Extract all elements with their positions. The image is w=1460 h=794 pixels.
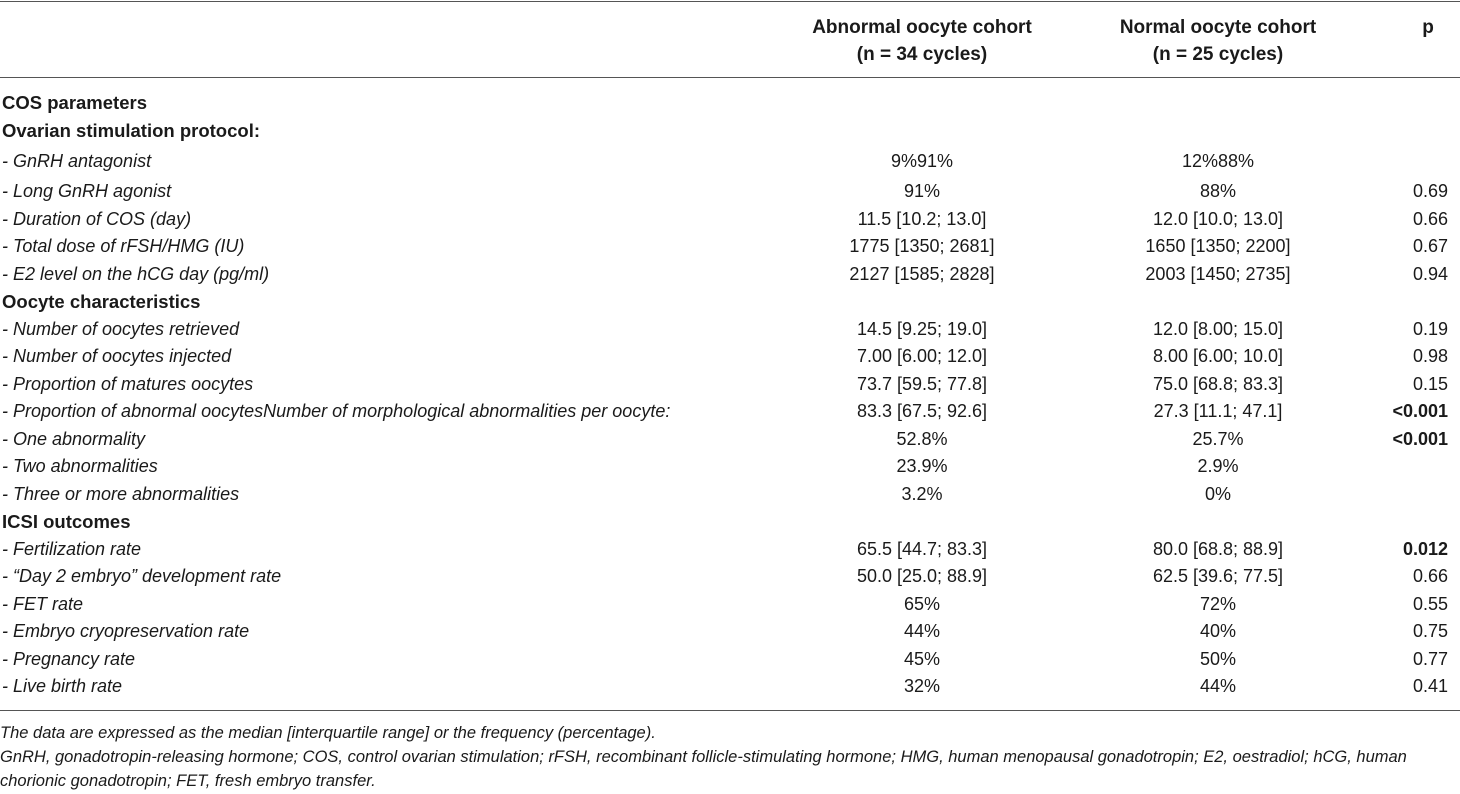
table-row — [0, 398, 1460, 426]
normal-cohort-value: 88% — [1199, 181, 1237, 201]
row-label: - Number of oocytes retrieved — [2, 318, 240, 339]
abnormal-cohort-value: 65% — [903, 593, 941, 614]
table-row — [0, 563, 1460, 591]
table-row — [0, 673, 1460, 701]
p-value: 0.41 — [1412, 676, 1448, 696]
header-p-value: p — [1422, 17, 1434, 38]
p-value: 0.19 — [1412, 318, 1448, 339]
table-row — [0, 144, 1460, 178]
row-label: - Proportion of abnormal oocytesNumber of morphological abnormalities per oocyte: — [2, 401, 671, 421]
section-title: Ovarian stimulation protocol: — [2, 119, 260, 141]
abnormal-cohort-value: 32% — [903, 676, 941, 696]
p-value: 0.77 — [1412, 648, 1448, 669]
normal-cohort-value: 72% — [1199, 593, 1237, 614]
header-normal-title: Normal oocyte cohort — [1119, 17, 1317, 38]
normal-cohort-value: 62.5 [39.6; 77.5] — [1152, 566, 1284, 586]
row-label: - Number of oocytes injected — [2, 346, 232, 366]
row-label: - One abnormality — [2, 428, 146, 449]
section-title: Oocyte characteristics — [2, 291, 201, 312]
abnormal-cohort-value: 1775 [1350; 2681] — [849, 236, 995, 256]
table-row — [0, 371, 1460, 399]
table-row — [0, 316, 1460, 344]
row-label: - Pregnancy rate — [2, 648, 136, 669]
table-body — [0, 89, 1460, 701]
abnormal-cohort-value: 23.9% — [896, 456, 948, 476]
abnormal-cohort-value: 2127 [1585; 2828] — [849, 263, 995, 284]
row-label: - E2 level on the hCG day (pg/ml) — [2, 263, 270, 284]
abnormal-cohort-value: 44% — [903, 621, 941, 641]
row-label: - Three or more abnormalities — [2, 483, 240, 504]
row-label: - Long GnRH agonist — [2, 181, 172, 201]
table-row — [0, 178, 1460, 206]
row-label: - Total dose of rFSH/HMG (IU) — [2, 236, 245, 256]
section-header-row — [0, 89, 1460, 117]
abnormal-cohort-value: 52.8% — [896, 428, 948, 449]
table-top-rule — [0, 1, 1460, 2]
abnormal-cohort-value: 11.5 [10.2; 13.0] — [857, 208, 987, 229]
normal-cohort-value: 12%88% — [1181, 151, 1255, 171]
footnote-expression: The data are expressed as the median [interquartile range] or the frequency (percentage). — [0, 724, 656, 742]
section-header-row — [0, 288, 1460, 316]
table-row — [0, 343, 1460, 371]
p-value: 0.55 — [1412, 593, 1448, 614]
abnormal-cohort-value: 14.5 [9.25; 19.0] — [856, 318, 988, 339]
normal-cohort-value: 25.7% — [1192, 428, 1244, 449]
table-row — [0, 261, 1460, 289]
row-label: - Embryo cryopreservation rate — [2, 621, 250, 641]
table-bottom-rule — [0, 710, 1460, 711]
row-label: - Proportion of matures oocytes — [2, 373, 254, 394]
header-abnormal-n: (n = 34 cycles) — [856, 44, 988, 65]
abnormal-cohort-value: 73.7 [59.5; 77.8] — [856, 373, 988, 394]
normal-cohort-value: 75.0 [68.8; 83.3] — [1152, 373, 1284, 394]
abnormal-cohort-value: 7.00 [6.00; 12.0] — [856, 346, 988, 366]
table-row — [0, 426, 1460, 454]
header-normal-n: (n = 25 cycles) — [1152, 44, 1284, 65]
section-header-row — [0, 508, 1460, 536]
normal-cohort-value: 8.00 [6.00; 10.0] — [1152, 346, 1284, 366]
abnormal-cohort-value: 91% — [903, 181, 941, 201]
abnormal-cohort-value: 45% — [903, 648, 941, 669]
abnormal-cohort-value: 65.5 [44.7; 83.3] — [856, 538, 988, 559]
section-title: ICSI outcomes — [2, 511, 131, 532]
row-label: - Two abnormalities — [2, 456, 158, 476]
table-row — [0, 233, 1460, 261]
normal-cohort-value: 80.0 [68.8; 88.9] — [1152, 538, 1284, 559]
normal-cohort-value: 0% — [1204, 483, 1231, 504]
table-row — [0, 481, 1460, 509]
normal-cohort-value: 12.0 [10.0; 13.0] — [1152, 208, 1284, 229]
normal-cohort-value: 12.0 [8.00; 15.0] — [1152, 318, 1284, 339]
table-row — [0, 453, 1460, 481]
row-label: - GnRH antagonist — [2, 151, 152, 171]
row-label: - FET rate — [2, 593, 84, 614]
p-value: 0.15 — [1412, 373, 1448, 394]
p-value: 0.69 — [1412, 181, 1448, 201]
normal-cohort-value: 2.9% — [1197, 456, 1239, 476]
abnormal-cohort-value: 9%91% — [890, 151, 954, 171]
p-value: 0.94 — [1412, 263, 1448, 284]
p-value: 0.98 — [1412, 346, 1448, 366]
table-row — [0, 206, 1460, 234]
normal-cohort-value: 44% — [1199, 676, 1237, 696]
abnormal-cohort-value: 83.3 [67.5; 92.6] — [856, 401, 988, 421]
header-normal-cohort — [1090, 14, 1346, 68]
p-value: 0.66 — [1412, 208, 1448, 229]
header-bottom-rule — [0, 77, 1460, 78]
row-label: - Duration of COS (day) — [2, 208, 192, 229]
p-value: 0.012 — [1402, 538, 1448, 559]
section-title: COS parameters — [2, 92, 147, 113]
table-row — [0, 646, 1460, 674]
p-value: <0.001 — [1392, 428, 1448, 449]
normal-cohort-value: 40% — [1199, 621, 1237, 641]
footnote-abbreviations: GnRH, gonadotropin-releasing hormone; COS, control ovarian stimulation; rFSH, recombinant follicle-stimulating hormone; HMG, human menopausal gonadotropin; E2, oestradiol; hCG, human chorionic gonadotropin; FET, fresh embryo transfer. — [0, 748, 1407, 790]
row-label: - Fertilization rate — [2, 538, 142, 559]
row-label: - Live birth rate — [2, 676, 123, 696]
header-abnormal-cohort — [790, 14, 1054, 68]
normal-cohort-value: 1650 [1350; 2200] — [1145, 236, 1291, 256]
table-row — [0, 591, 1460, 619]
table-row — [0, 618, 1460, 646]
p-value: 0.75 — [1412, 621, 1448, 641]
normal-cohort-value: 2003 [1450; 2735] — [1145, 263, 1291, 284]
table-row — [0, 536, 1460, 564]
normal-cohort-value: 50% — [1199, 648, 1237, 669]
normal-cohort-value: 27.3 [11.1; 47.1] — [1153, 401, 1283, 421]
section-header-row — [0, 117, 1460, 145]
row-label: - “Day 2 embryo” development rate — [2, 566, 282, 586]
p-value: <0.001 — [1392, 401, 1448, 421]
abnormal-cohort-value: 3.2% — [901, 483, 943, 504]
p-value: 0.67 — [1412, 236, 1448, 256]
p-value: 0.66 — [1412, 566, 1448, 586]
abnormal-cohort-value: 50.0 [25.0; 88.9] — [856, 566, 988, 586]
header-abnormal-title: Abnormal oocyte cohort — [812, 17, 1032, 38]
